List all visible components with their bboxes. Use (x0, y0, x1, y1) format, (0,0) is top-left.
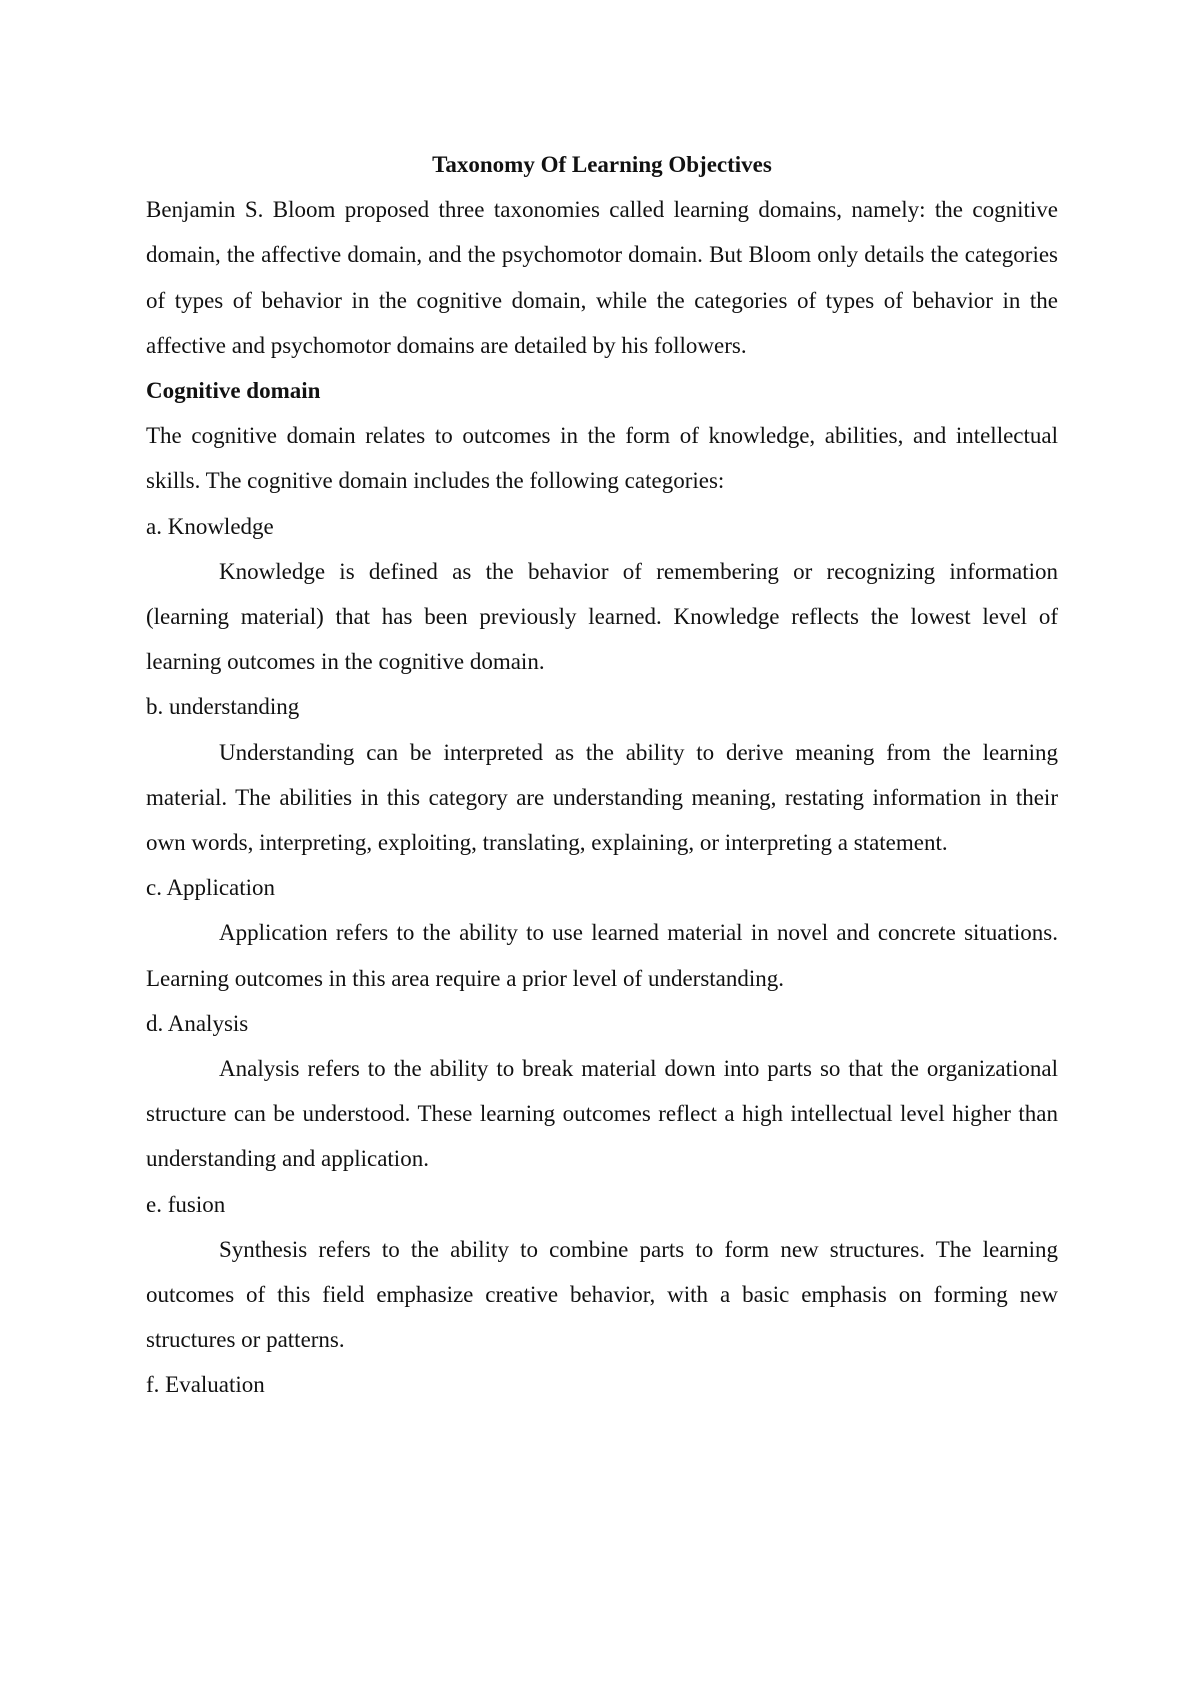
item-text-analysis: Analysis refers to the ability to break material down into parts so that the organizational structure can be understood. These learning outcomes reflect a high intellectual level higher than understanding and application. (146, 1056, 1058, 1172)
item-text-application: Application refers to the ability to use learned material in novel and concrete situations. Learning outcomes in this area require a prior level of understanding. (146, 920, 1058, 991)
item-text-knowledge: Knowledge is defined as the behavior of remembering or recognizing information (learning material) that has been previously learned. Knowledge reflects the lowest level of learning outcomes in the cognitive domain. (146, 558, 1058, 675)
document-title: Taxonomy Of Learning Objectives (432, 152, 772, 177)
item-text-understanding: Understanding can be interpreted as the ability to derive meaning from the learning material. The abilities in this category are understanding meaning, restating information in their own words, interpreting, exploiting, translating, explaining, or interpreting a statement. (146, 739, 1058, 856)
item-label-analysis: d. Analysis (146, 1010, 249, 1036)
document-body (146, 142, 1058, 1408)
intro-paragraph: Benjamin S. Bloom proposed three taxonomies called learning domains, namely: the cognitive domain, the affective domain, and the psychomotor domain. But Bloom only details the categories of types of behavior in the cognitive domain, while the categories of types of behavior in the affective and psychomotor domains are detailed by his followers. (146, 197, 1058, 358)
item-label-understanding: b. understanding (146, 694, 300, 720)
item-label-application: c. Application (146, 875, 276, 901)
item-text-fusion: Synthesis refers to the ability to combine parts to form new structures. The learning outcomes of this field emphasize creative behavior, with a basic emphasis on forming new structures or patterns. (146, 1236, 1058, 1353)
section-intro-paragraph: The cognitive domain relates to outcomes in the form of knowledge, abilities, and intellectual skills. The cognitive domain includes the following categories: (146, 423, 1058, 494)
item-label-knowledge: a. Knowledge (146, 513, 274, 539)
item-label-fusion: e. fusion (146, 1191, 226, 1217)
section-heading: Cognitive domain (146, 378, 321, 404)
item-label-evaluation: f. Evaluation (146, 1372, 265, 1398)
